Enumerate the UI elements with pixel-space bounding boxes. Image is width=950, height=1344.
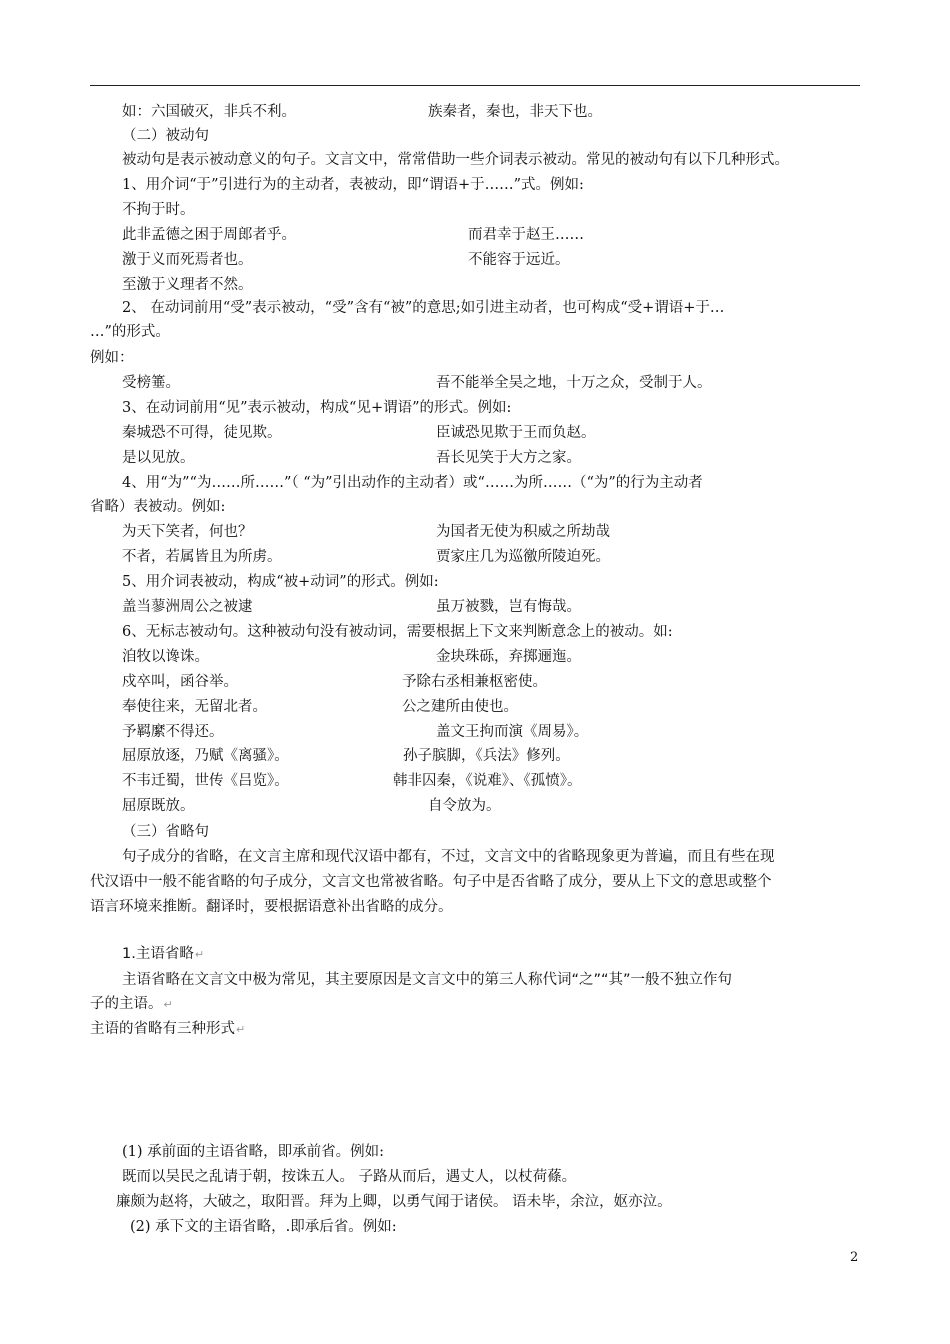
- example-sentence: 虽万被戮，岂有悔哉。: [436, 599, 581, 615]
- text-line: 盖当蓼洲周公之被逮: [122, 599, 253, 615]
- text-line: 主语的省略有三种形式↵: [90, 1021, 246, 1037]
- text-line: 5、用介词表被动，构成“被+动词”的形式。例如:: [122, 574, 439, 590]
- text-line: 代汉语中一般不能省略的句子成分，文言文也常被省略。句子中是否省略了成分，要从上下文的意思或整个: [90, 874, 772, 890]
- text-line: 不拘于时。: [122, 202, 195, 218]
- text-line: 予羁縻不得还。: [122, 724, 224, 740]
- example-sentence: 贾家庄几为巡徼所陵迫死。: [436, 549, 610, 565]
- example-sentence: 为国者无使为积威之所劫哉: [436, 524, 610, 540]
- text-line: 6、无标志被动句。这种被动句没有被动词，需要根据上下文来判断意念上的被动。如:: [122, 624, 673, 640]
- text-line: 1、用介词“于”引进行为的主动者，表被动，即“谓语+于……”式。例如:: [122, 177, 584, 193]
- page-number: 2: [850, 1250, 859, 1265]
- text-line: 主语省略在文言文中极为常见，其主要原因是文言文中的第三人称代词“之”“其”一般不独立作句: [122, 972, 733, 988]
- text-line: 屈原放逐，乃赋《离骚》。: [122, 748, 289, 764]
- text-line: 不者，若属皆且为所虏。: [122, 549, 282, 565]
- text-line: 省略）表被动。例如:: [90, 499, 226, 515]
- text-line: …”的形式。: [90, 324, 170, 340]
- text-line: 奉使往来，无留北者。: [122, 699, 267, 715]
- text-line: 秦城恐不可得，徒见欺。: [122, 425, 282, 441]
- text-line: (2) 承下文的主语省略，.即承后省。例如:: [130, 1219, 397, 1235]
- text-line: 至激于义理者不然。: [122, 277, 253, 293]
- text-line: 被动句是表示被动意义的句子。文言文中，常常借助一些介词表示被动。常见的被动句有以下几种形式。: [122, 152, 789, 168]
- text-line: 例如：: [90, 350, 134, 366]
- example-sentence: 不能容于远近。: [468, 252, 570, 268]
- example-sentence: 予除右丞相兼枢密使。: [402, 674, 547, 690]
- text-line: 洎牧以谗诛。: [122, 649, 209, 665]
- text-line: 屈原既放。: [122, 798, 195, 814]
- text-line: (1) 承前面的主语省略，即承前省。例如:: [122, 1144, 385, 1160]
- example-sentence: 吾长见笑于大方之家。: [436, 450, 581, 466]
- example-sentence: 韩非囚秦，《说难》、《孤愤》。: [393, 773, 582, 789]
- text-line: 3、在动词前用“见”表示被动，构成“见+谓语”的形式。例如:: [122, 400, 512, 416]
- text-line: 是以见放。: [122, 450, 195, 466]
- text-line: 句子成分的省略，在文言主席和现代汉语中都有，不过，文言文中的省略现象更为普遍，而且有些在现: [122, 849, 775, 865]
- example-sentence: 金块珠砾，弃掷逦迤。: [436, 649, 581, 665]
- paragraph-mark-icon: ↵: [163, 998, 173, 1011]
- example-sentence: 公之建所由使也。: [402, 699, 518, 715]
- text-line: 此非孟德之困于周郎者乎。: [122, 227, 296, 243]
- text-line: 1.主语省略↵: [122, 946, 205, 962]
- text-line: （三）省略句: [122, 824, 209, 840]
- example-sentence: 臣诚恐见欺于王而负赵。: [436, 425, 596, 441]
- text-line: 戍卒叫，函谷举。: [122, 674, 238, 690]
- text-line: 不韦迁蜀，世传《吕览》。: [122, 773, 289, 789]
- paragraph-mark-icon: ↵: [236, 1023, 246, 1036]
- text-line: 激于义而死焉者也。: [122, 252, 253, 268]
- text-line: 2、 在动词前用“受”表示被动，“受”含有“被”的意思;如引进主动者，也可构成“受+谓语+于…: [122, 300, 725, 316]
- text-line: 子的主语。↵: [90, 996, 173, 1012]
- text-line: 4、用“为”“为……所……”（ “为”引出动作的主动者）或“……为所……（“为”的行为主动者: [122, 475, 703, 491]
- text-line: 既而以吴民之乱请于朝，按诛五人。 子路从而后，遇丈人，以杖荷蓧。: [122, 1169, 577, 1185]
- text-line: 如：六国破灭，非兵不利。: [122, 104, 296, 120]
- text-line: 廉颇为赵将，大破之，取阳晋。拜为上卿，以勇气闻于诸侯。 语未毕，余泣，妪亦泣。: [116, 1194, 672, 1210]
- example-sentence: 吾不能举全吴之地，十万之众，受制于人。: [436, 375, 712, 391]
- text-line: （二）被动句: [122, 128, 209, 144]
- example-sentence: 盖文王拘而演《周易》。: [436, 724, 589, 740]
- example-sentence: 族秦者，秦也，非天下也。: [428, 104, 602, 120]
- example-sentence: 自令放为。: [428, 798, 501, 814]
- example-sentence: 孙子膑脚，《兵法》修列。: [403, 748, 570, 764]
- text-line: 语言环境来推断。翻译时，要根据语意补出省略的成分。: [90, 899, 453, 915]
- text-line: 为天下笑者，何也？: [122, 524, 253, 540]
- text-line: 受榜箠。: [122, 375, 180, 391]
- example-sentence: 而君幸于赵王……: [468, 227, 584, 243]
- header-rule: [90, 85, 860, 86]
- paragraph-mark-icon: ↵: [194, 948, 205, 961]
